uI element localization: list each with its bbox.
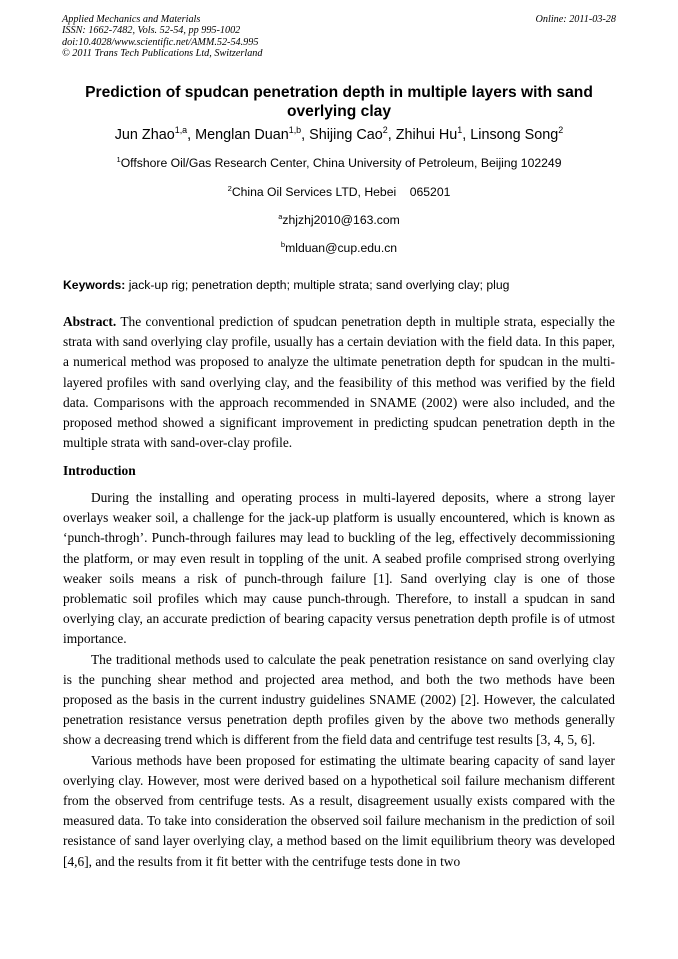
paragraph: During the installing and operating process in multi-layered deposits, where a strong layer overlays weaker soil, a challenge for the jack-up platform is usually encountered, which is known as ‘punch-throgh’. Punch-through failures may lead to buckling of the leg, effectively decommissioning the platform, or may even result in toppling of the unit. A seabed profile comprised strong overlying weaker soils means a risk of punch-through failure [1]. Sand overlying clay is one of those problematic soil profiles which may cause punch-through. Therefore, to install a spudcan in sand overlying clay, an accurate prediction of bearing capacity versus penetration depth profile is of utmost importance.	[63, 490, 615, 647]
paragraph: Various methods have been proposed for estimating the ultimate bearing capacity of sand layer overlying clay. However, most were derived based on a hypothetical soil failure mechanism different from the observed from centrifuge tests. As a result, disagreement usually exists compared with the measured data. To take into consideration the observed soil failure mechanism in the prediction of soil resistance of sand layer overlying clay, a method based on the limit equilibrium theory was developed [4,6], and the results from it fit better with the centrifuge tests done in two	[63, 752, 615, 869]
abstract-text: The conventional prediction of spudcan penetration depth in multiple strata, especially the strata with sand overlying clay profile, usually has a certain deviation with the field data. In this paper, a numerical method was proposed to analyze the ultimate penetration depth for spudcan in the multi-layered profiles with sand overlying clay, and the feasibility of this method was verified by the field data. Comparisons with the approach recommended in SNAME (2002) were also included, and the proposed method showed a significant improvement in predicting spudcan penetration depth in the multiple strata with sand-over-clay profile.	[63, 314, 615, 451]
doi-line: doi:10.4028/www.scientific.net/AMM.52-54.995	[62, 36, 259, 48]
paragraph: The traditional methods used to calculate the peak penetration resistance on sand overlying clay is the punching shear method and projected area method, and both the two methods have been proposed as the basis in the current industry guidelines SNAME (2002) [2]. However, the calculated penetration resistance versus penetration depth profiles given by the above two methods generally show a decreasing trend which is different from the field data and centrifuge test results [3, 4, 5, 6].	[63, 651, 615, 748]
copyright-line: © 2011 Trans Tech Publications Ltd, Switzerland	[62, 48, 263, 60]
section-body	[63, 488, 615, 872]
affiliation-1: $^1$Offshore Oil/Gas Research Center, China University of Petroleum, Beijing 102249	[116, 154, 562, 170]
keywords	[63, 278, 615, 292]
author-affil-marker: 2	[558, 125, 564, 136]
issn-line: ISSN: 1662-7482, Vols. 52-54, pp 995-1002	[62, 25, 241, 37]
affiliation-2: $^2$China Oil Services LTD, Hebei 065201	[227, 183, 451, 199]
author-affil-marker: 1	[457, 125, 463, 136]
email-b: $^b$mlduan@cup.edu.cn	[280, 239, 398, 255]
author-name: Linsong Song	[470, 127, 559, 143]
keywords-text: jack-up rig; penetration depth; multiple strata; sand overlying clay; plug	[128, 278, 510, 292]
keywords-label: Keywords:	[63, 278, 126, 292]
author-list: Jun Zhao$^{1,a}$, Menglan Duan$^{1,b}$, Shijing Cao$^2$, Zhihui Hu$^1$, Linsong Song$^2$	[114, 125, 564, 143]
page-header	[62, 14, 616, 60]
email-a: $^a$zhjzhj2010@163.com	[278, 211, 400, 227]
author-affil-marker: 1,a	[174, 125, 188, 136]
abstract-label: Abstract.	[63, 314, 117, 329]
abstract	[63, 312, 615, 453]
paper-title: Prediction of spudcan penetration depth in multiple layers with sand overlying clay	[85, 84, 593, 120]
author-name: Shijing Cao	[309, 127, 383, 143]
author-affil-marker: 1,b	[288, 125, 302, 136]
author-name: Zhihui Hu	[395, 127, 458, 143]
author-name: Jun Zhao	[114, 127, 175, 143]
author-name: Menglan Duan	[195, 127, 289, 143]
online-date: Online: 2011-03-28	[535, 14, 616, 25]
author-affil-marker: 2	[382, 125, 388, 136]
section-heading: Introduction	[63, 463, 136, 478]
journal-name: Applied Mechanics and Materials	[62, 14, 201, 25]
